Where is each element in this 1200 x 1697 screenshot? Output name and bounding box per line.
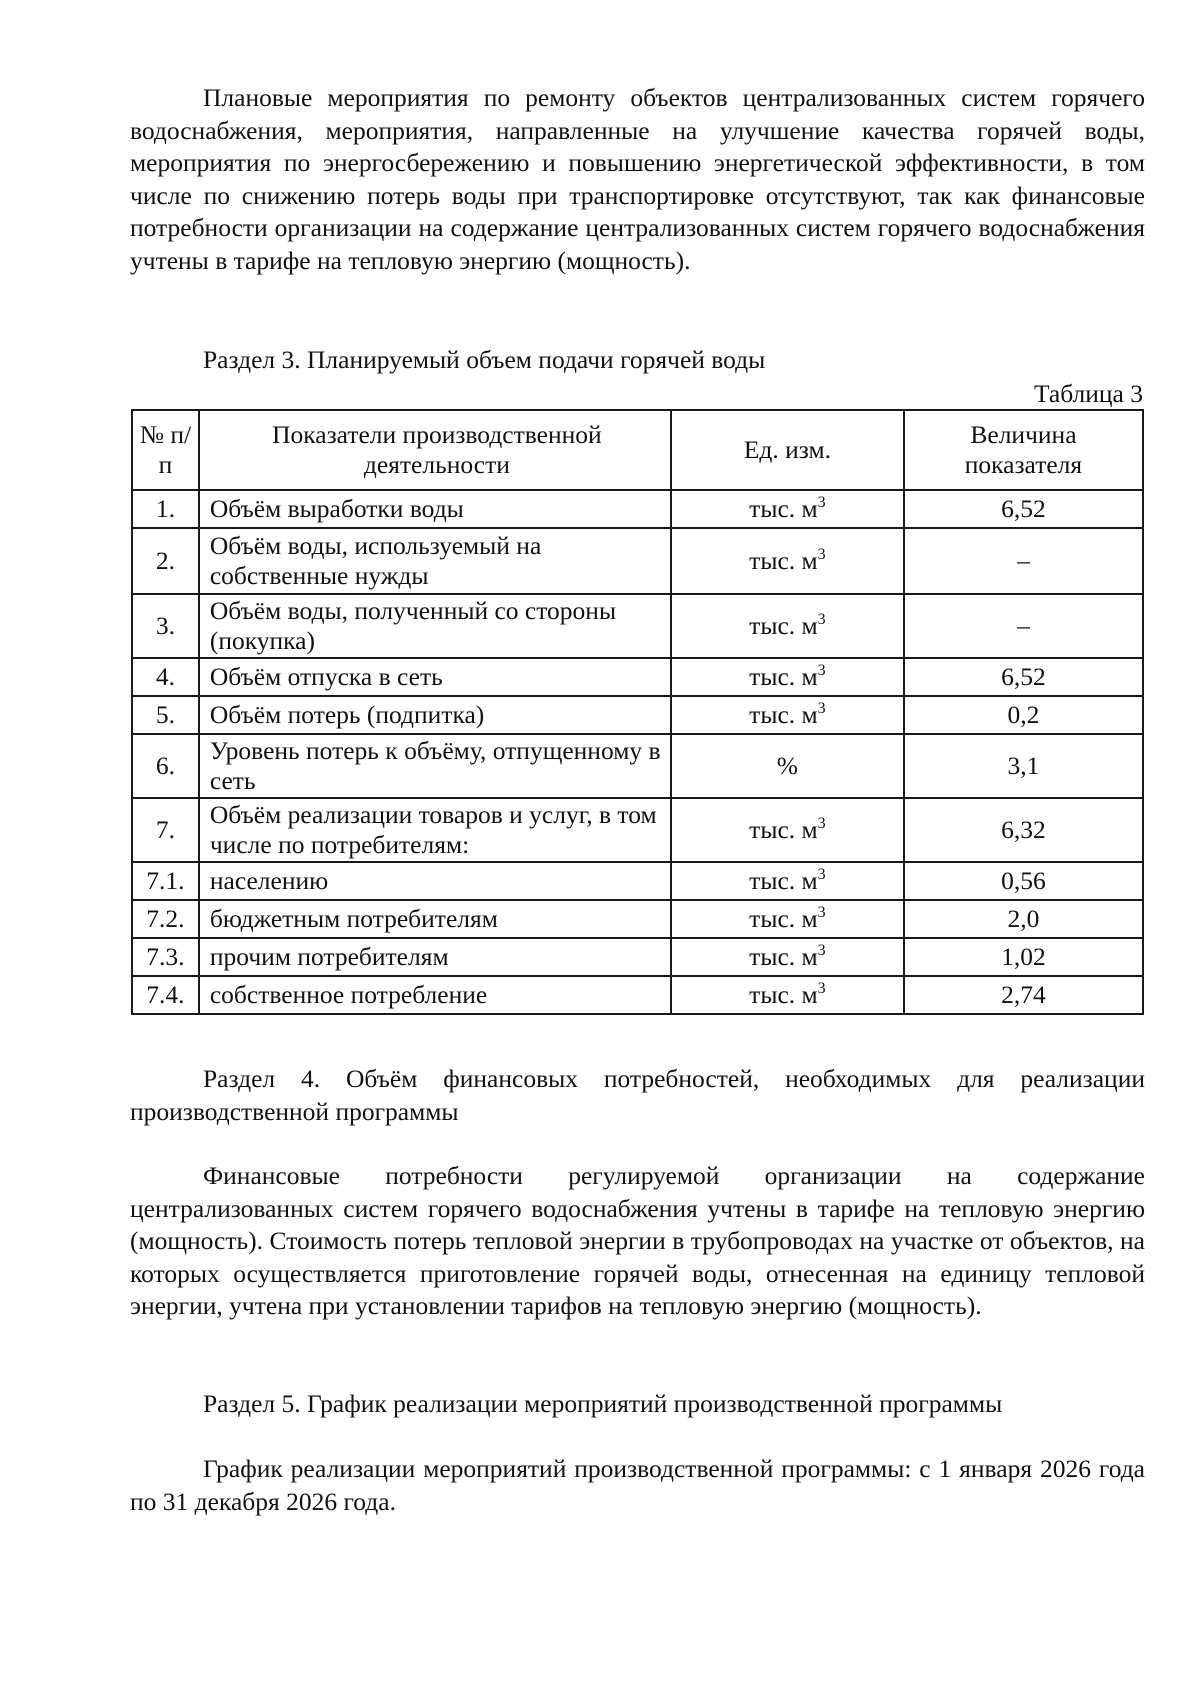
row-num: 7. [132, 798, 199, 862]
unit-superscript: 3 [817, 546, 826, 563]
row-indicator: бюджетным потребителям [199, 900, 671, 938]
row-indicator: Объём воды, используемый на собственные нужды [199, 528, 671, 594]
row-value: 2,74 [904, 976, 1143, 1014]
row-unit [671, 976, 904, 1014]
unit-text: тыс. м [749, 815, 818, 844]
unit-text: тыс. м [749, 494, 818, 523]
row-indicator: Объём воды, полученный со стороны (покупка) [199, 594, 671, 658]
table-row [132, 658, 1143, 696]
row-indicator: Объём реализации товаров и услуг, в том числе по потребителям: [199, 798, 671, 862]
row-indicator: прочим потребителям [199, 938, 671, 976]
row-unit [671, 658, 904, 696]
row-unit [671, 900, 904, 938]
row-unit [671, 938, 904, 976]
unit-superscript: 3 [817, 662, 826, 679]
row-unit [671, 696, 904, 734]
unit-text: тыс. м [749, 546, 818, 575]
row-num: 7.1. [132, 862, 199, 900]
unit-superscript: 3 [817, 904, 826, 921]
row-num: 5. [132, 696, 199, 734]
unit-superscript: 3 [817, 980, 826, 997]
unit-text: тыс. м [749, 866, 818, 895]
row-value: 6,52 [904, 658, 1143, 696]
row-value: 6,52 [904, 490, 1143, 528]
section-5-heading: Раздел 5. График реализации мероприятий производственной программы [203, 1389, 1003, 1418]
unit-text: % [776, 751, 799, 780]
unit-superscript: 3 [817, 815, 826, 832]
table-caption: Таблица 3 [1033, 379, 1143, 408]
row-indicator: Объём отпуска в сеть [199, 658, 671, 696]
row-unit [671, 594, 904, 658]
row-indicator: Уровень потерь к объёму, отпущенному в сеть [199, 734, 671, 798]
unit-text: тыс. м [749, 700, 818, 729]
unit-superscript: 3 [817, 611, 826, 628]
paragraph-financial-needs: Финансовые потребности регулируемой организации на содержание централизованных систем горячего водоснабжения учтены в тарифе на тепловую энергию (мощность). Стоимость потерь тепловой энергии в трубопроводах на участке от объектов, на которых осуществляется приготовление горячей воды, отнесенная на единицу тепловой энергии, учтена при установлении тарифов на тепловую энергию (мощность). [130, 1161, 1145, 1320]
table-header-row [132, 410, 1143, 490]
row-unit [671, 798, 904, 862]
table-row [132, 798, 1143, 862]
table-row [132, 976, 1143, 1014]
paragraph-schedule: График реализации мероприятий производственной программы: с 1 января 2026 года по 31 декабря 2026 года. [130, 1454, 1145, 1516]
table-row [132, 490, 1143, 528]
row-value: 3,1 [904, 734, 1143, 798]
section-3-heading: Раздел 3. Планируемый объем подачи горячей воды [203, 345, 766, 374]
row-num: 6. [132, 734, 199, 798]
row-value: – [904, 528, 1143, 594]
table-row [132, 696, 1143, 734]
unit-text: тыс. м [749, 942, 818, 971]
row-indicator: Объём выработки воды [199, 490, 671, 528]
unit-text: тыс. м [749, 904, 818, 933]
hot-water-volume-table [131, 409, 1144, 1015]
row-value: 1,02 [904, 938, 1143, 976]
header-indicator: Показатели производственной деятельности [199, 410, 671, 490]
row-indicator: собственное потребление [199, 976, 671, 1014]
row-unit [671, 862, 904, 900]
row-value: 0,56 [904, 862, 1143, 900]
row-unit [671, 734, 904, 798]
table-row [132, 900, 1143, 938]
unit-text: тыс. м [749, 662, 818, 691]
table-row [132, 594, 1143, 658]
row-num: 3. [132, 594, 199, 658]
table-row [132, 734, 1143, 798]
row-num: 7.4. [132, 976, 199, 1014]
table-row [132, 862, 1143, 900]
row-num: 4. [132, 658, 199, 696]
row-value: 0,2 [904, 696, 1143, 734]
row-unit [671, 528, 904, 594]
unit-superscript: 3 [817, 866, 826, 883]
unit-text: тыс. м [749, 980, 818, 1009]
row-indicator: Объём потерь (подпитка) [199, 696, 671, 734]
unit-superscript: 3 [817, 494, 826, 511]
unit-text: тыс. м [749, 611, 818, 640]
row-num: 7.3. [132, 938, 199, 976]
row-num: 1. [132, 490, 199, 528]
row-num: 7.2. [132, 900, 199, 938]
header-num: № п/п [132, 410, 199, 490]
row-indicator: населению [199, 862, 671, 900]
table-body [132, 490, 1143, 1014]
header-value: Величина показателя [904, 410, 1143, 490]
row-value: 2,0 [904, 900, 1143, 938]
unit-superscript: 3 [817, 700, 826, 717]
row-value: 6,32 [904, 798, 1143, 862]
section-4-heading: Раздел 4. Объём финансовых потребностей, необходимых для реализации производственной программы [130, 1064, 1145, 1126]
header-unit: Ед. изм. [671, 410, 904, 490]
table-row [132, 528, 1143, 594]
table-row [132, 938, 1143, 976]
row-value: – [904, 594, 1143, 658]
unit-superscript: 3 [817, 942, 826, 959]
row-unit [671, 490, 904, 528]
paragraph-hot-water-measures: Плановые мероприятия по ремонту объектов централизованных систем горячего водоснабжения, мероприятия, направленные на улучшение качества горячей воды, мероприятия по энергосбережению и повышению энергетической эффективности, в том числе по снижению потерь воды при транспортировке отсутствуют, так как финансовые потребности организации на содержание централизованных систем горячего водоснабжения учтены в тарифе на тепловую энергию (мощность). [130, 83, 1145, 275]
row-num: 2. [132, 528, 199, 594]
